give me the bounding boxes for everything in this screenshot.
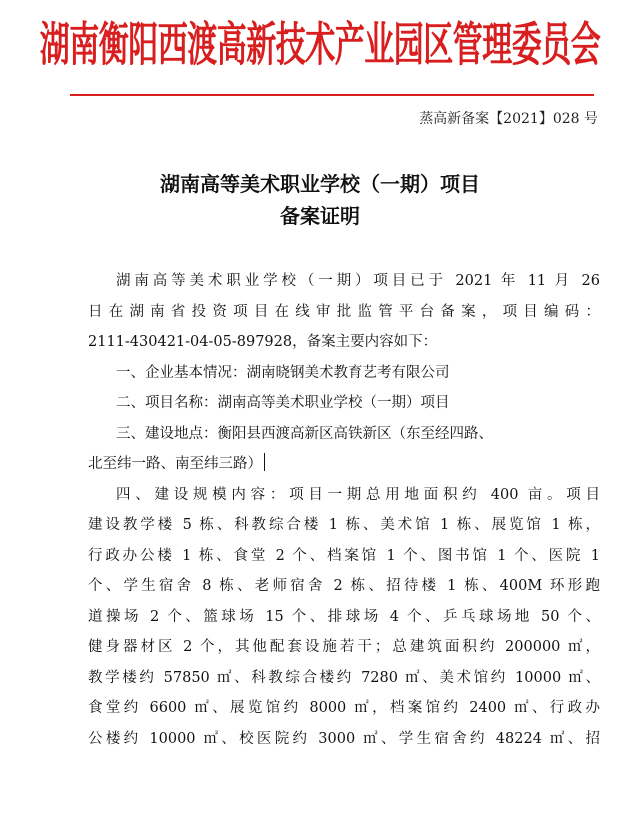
document-subtitle: 备案证明: [280, 204, 360, 228]
body-line: 湖南高等美术职业学校（一期）项目已于 2021 年 11 月 26: [116, 273, 600, 289]
document-number: 蒸高新备案【2021】028 号: [419, 111, 598, 127]
red-divider: [70, 94, 594, 96]
body-line: 公楼约 10000 ㎡、校医院约 3000 ㎡、学生宿舍约 48224 ㎡、招: [88, 730, 600, 747]
document-title: 湖南高等美术职业学校（一期）项目: [160, 172, 480, 196]
body-line: 北至纬一路、南至纬三路）: [88, 456, 262, 472]
document-body: [88, 266, 600, 754]
text-cursor: [264, 453, 265, 471]
body-line: 个、学生宿舍 8 栋、老师宿舍 2 栋、招待楼 1 栋、400M 环形跑: [88, 578, 600, 594]
body-line: 三、建设地点：衡阳县西渡高新区高铁新区（东至经四路、: [116, 425, 493, 442]
body-line: 教学楼约 57850 ㎡、科教综合楼约 7280 ㎡、美术馆约 10000 ㎡、: [88, 669, 600, 686]
body-line: 建设教学楼 5 栋、科教综合楼 1 栋、美术馆 1 栋、展览馆 1 栋，: [88, 517, 600, 533]
body-line: 健身器材区 2 个，其他配套设施若干；总建筑面积约 200000 ㎡，: [88, 639, 600, 655]
body-line: 道操场 2 个、篮球场 15 个、排球场 4 个、乒乓球场地 50 个、: [88, 608, 600, 625]
body-line: 行政办公楼 1 栋、食堂 2 个、档案馆 1 个、图书馆 1 个、医院 1: [88, 547, 600, 564]
body-line: 食堂约 6600 ㎡、展览馆约 8000 ㎡，档案馆约 2400 ㎡、行政办: [88, 700, 600, 716]
body-line: 二、项目名称：湖南高等美术职业学校（一期）项目: [116, 395, 450, 411]
body-line: 日在湖南省投资项目在线审批监管平台备案，项目编码：: [88, 303, 600, 320]
body-line-with-cursor: [88, 449, 600, 480]
body-line: 一、企业基本情况：湖南晓钢美术教育艺考有限公司: [116, 364, 450, 381]
org-header: 湖南衡阳西渡高新技术产业园区管理委员会: [39, 18, 601, 73]
body-line: 2111-430421-04-05-897928，备案主要内容如下：: [88, 334, 438, 350]
body-line: 四、建设规模内容：项目一期总用地面积约 400 亩。项目: [116, 486, 600, 503]
